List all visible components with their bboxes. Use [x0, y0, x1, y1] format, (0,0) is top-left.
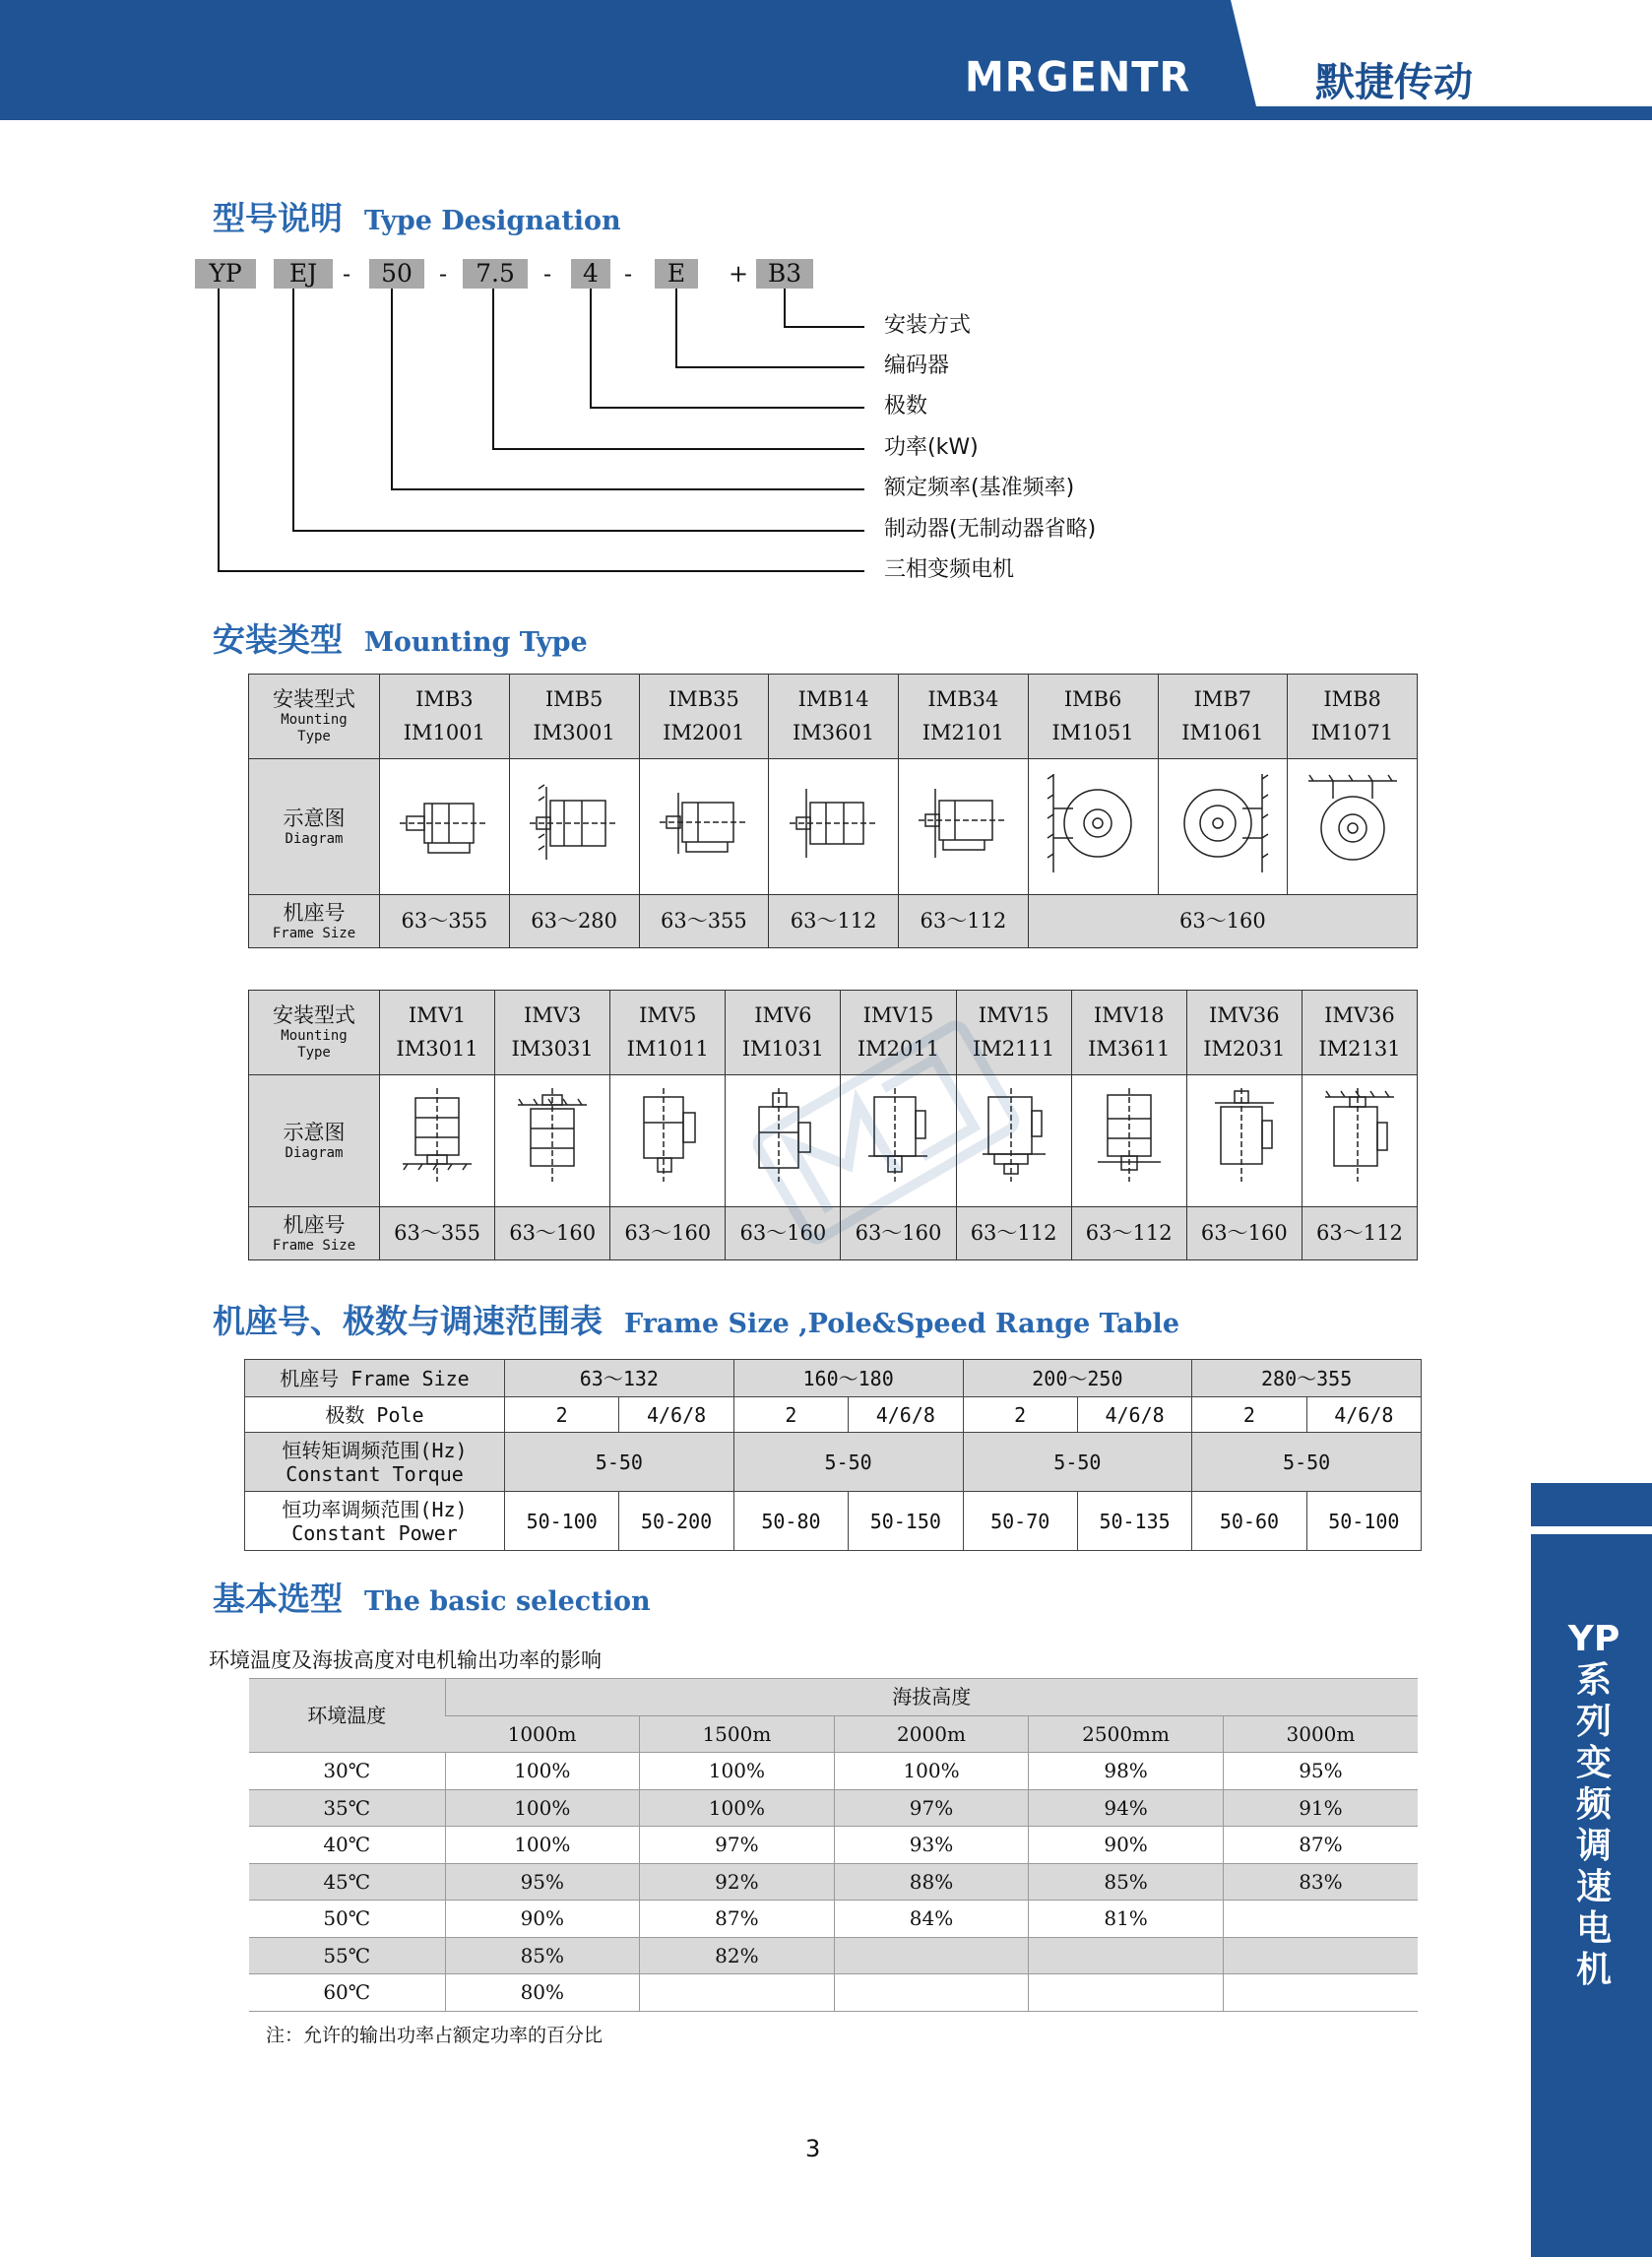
section-title-mounting-type [213, 614, 588, 661]
diagram-vertical-mount [841, 1075, 956, 1207]
value-cell: 100% [445, 1753, 640, 1790]
mount-type-cell: IMV15 IM2111 [956, 991, 1071, 1075]
frame-size-cell: 63～160 [726, 1207, 841, 1260]
diagram-flange-mount [509, 759, 639, 895]
title-en: The basic selection [364, 1586, 651, 1617]
section-title-basic-selection [213, 1574, 651, 1620]
diagram-face-mount [769, 759, 899, 895]
value-cell: 92% [640, 1863, 835, 1901]
torque-range: 5-50 [1192, 1433, 1422, 1492]
diagram-vertical-mount [956, 1075, 1071, 1207]
table-row [249, 1974, 1418, 2012]
diagram-wall-mount [1028, 759, 1158, 895]
altitude-col: 2000m [834, 1715, 1029, 1753]
value-cell: 100% [640, 1753, 835, 1790]
code-box: 7.5 [463, 259, 528, 289]
diagram-vertical-mount [726, 1075, 841, 1207]
header-pole: 极数 Pole [245, 1397, 505, 1433]
mount-type-cell: IMB6 IM1051 [1028, 675, 1158, 759]
pole-cell: 2 [1192, 1397, 1306, 1433]
frame-size-cell: 63～355 [380, 1207, 495, 1260]
frame-size-cell: 63～112 [899, 895, 1029, 948]
table-row [249, 1863, 1418, 1901]
mount-type-cell: IMV18 IM3611 [1071, 991, 1186, 1075]
temp-cell: 30℃ [249, 1753, 445, 1790]
mount-type-cell: IMV6 IM1031 [726, 991, 841, 1075]
diagram-foot-face-mount [899, 759, 1029, 895]
value-cell: 90% [1029, 1827, 1224, 1864]
value-cell: 88% [834, 1863, 1029, 1901]
side-tab-body [1531, 1534, 1652, 2257]
page-number: 3 [805, 2135, 821, 2162]
frame-range: 160～180 [733, 1360, 963, 1397]
mount-type-cell: IMB34 IM2101 [899, 675, 1029, 759]
code-separator: - [439, 260, 448, 288]
torque-range: 5-50 [733, 1433, 963, 1492]
table-row [249, 1753, 1418, 1790]
code-box: EJ [274, 259, 333, 289]
value-cell: 93% [834, 1827, 1029, 1864]
torque-range: 5-50 [963, 1433, 1192, 1492]
designation-label: 额定频率(基准频率) [884, 476, 1075, 500]
value-cell [1223, 1937, 1418, 1974]
value-cell: 98% [1029, 1753, 1224, 1790]
pole-cell: 4/6/8 [1306, 1397, 1421, 1433]
brand-name-cn: 默捷传动 [1315, 60, 1473, 105]
value-cell: 95% [1223, 1753, 1418, 1790]
frame-size-cell: 63～160 [841, 1207, 956, 1260]
title-en: Frame Size ,Pole&Speed Range Table [624, 1309, 1179, 1339]
mounting-table-vertical [248, 990, 1418, 1260]
frame-size-cell: 63～355 [380, 895, 510, 948]
power-range: 50-70 [963, 1492, 1077, 1551]
designation-leader-lines [0, 0, 1652, 591]
value-cell [834, 1937, 1029, 1974]
diagram-vertical-mount [1071, 1075, 1186, 1207]
designation-label: 功率(kW) [884, 435, 979, 460]
title-cn: 安装类型 [213, 620, 343, 659]
section-title-frame-table [213, 1296, 1179, 1342]
mount-type-cell: IMV36 IM2031 [1186, 991, 1302, 1075]
row-label-type: 安装型式 Mounting Type [249, 991, 380, 1075]
designation-label: 安装方式 [884, 313, 972, 338]
mount-type-cell: IMV5 IM1011 [610, 991, 726, 1075]
title-cn: 机座号、极数与调速范围表 [213, 1302, 603, 1340]
diagram-vertical-mount [380, 1075, 495, 1207]
temp-cell: 45℃ [249, 1863, 445, 1901]
designation-label: 制动器(无制动器省略) [884, 517, 1097, 542]
diagram-vertical-mount [1302, 1075, 1417, 1207]
frame-range: 63～132 [505, 1360, 734, 1397]
value-cell: 97% [640, 1827, 835, 1864]
mount-type-cell: IMV1 IM3011 [380, 991, 495, 1075]
temp-cell: 35℃ [249, 1789, 445, 1827]
code-box: 4 [571, 259, 610, 289]
frame-range: 200～250 [963, 1360, 1192, 1397]
power-range: 50-100 [505, 1492, 619, 1551]
value-cell: 91% [1223, 1789, 1418, 1827]
table-row [249, 1937, 1418, 1974]
side-tab [1531, 1483, 1652, 2257]
mount-type-cell: IMB14 IM3601 [769, 675, 899, 759]
altitude-col: 1500m [640, 1715, 835, 1753]
frame-size-cell: 63～112 [956, 1207, 1071, 1260]
brand-logo: MRGENTR [965, 53, 1191, 102]
header-constant-torque: 恒转矩调频范围(Hz) Constant Torque [245, 1433, 505, 1492]
power-range: 50-80 [733, 1492, 848, 1551]
designation-label: 编码器 [884, 354, 950, 378]
value-cell [640, 1974, 835, 2012]
value-cell [1029, 1974, 1224, 2012]
code-separator: - [343, 260, 351, 288]
table-row [249, 1789, 1418, 1827]
value-cell [834, 1974, 1029, 2012]
value-cell: 80% [445, 1974, 640, 2012]
altitude-col: 3000m [1223, 1715, 1418, 1753]
value-cell: 85% [445, 1937, 640, 1974]
code-separator: - [624, 260, 633, 288]
frame-size-cell: 63～112 [769, 895, 899, 948]
code-box: E [655, 259, 698, 289]
designation-label: 极数 [884, 394, 928, 419]
code-box: YP [195, 259, 256, 289]
frame-range: 280～355 [1192, 1360, 1422, 1397]
value-cell: 85% [1029, 1863, 1224, 1901]
diagram-vertical-mount [495, 1075, 610, 1207]
designation-label: 三相变频电机 [884, 557, 1015, 582]
value-cell: 100% [834, 1753, 1029, 1790]
temp-cell: 50℃ [249, 1901, 445, 1938]
value-cell [1223, 1901, 1418, 1938]
power-range: 50-150 [849, 1492, 963, 1551]
value-cell [1223, 1974, 1418, 2012]
mount-type-cell: IMV15 IM2011 [841, 991, 956, 1075]
power-range: 50-200 [619, 1492, 733, 1551]
value-cell: 100% [445, 1827, 640, 1864]
header-frame-size: 机座号 Frame Size [245, 1360, 505, 1397]
frame-size-cell: 63～112 [1302, 1207, 1417, 1260]
value-cell: 97% [834, 1789, 1029, 1827]
value-cell: 87% [1223, 1827, 1418, 1864]
table-row [249, 1827, 1418, 1864]
value-cell: 83% [1223, 1863, 1418, 1901]
pole-cell: 2 [505, 1397, 619, 1433]
title-en: Mounting Type [364, 627, 588, 658]
frame-size-cell: 63～355 [639, 895, 769, 948]
value-cell: 90% [445, 1901, 640, 1938]
mount-type-cell: IMB5 IM3001 [509, 675, 639, 759]
code-box: 50 [369, 259, 424, 289]
diagram-foot-mount [380, 759, 510, 895]
frame-size-cell: 63～160 [610, 1207, 726, 1260]
diagram-foot-flange-mount [639, 759, 769, 895]
temp-cell: 40℃ [249, 1827, 445, 1864]
power-range: 50-100 [1306, 1492, 1421, 1551]
power-range: 50-60 [1192, 1492, 1306, 1551]
diagram-ceiling-mount [1288, 759, 1418, 895]
frame-size-cell: 63～280 [509, 895, 639, 948]
mount-type-cell: IMB7 IM1061 [1158, 675, 1288, 759]
row-label-frame: 机座号 Frame Size [249, 1207, 380, 1260]
diagram-vertical-mount [610, 1075, 726, 1207]
row-label-type: 安装型式 Mounting Type [249, 675, 380, 759]
table-row [249, 1901, 1418, 1938]
pole-cell: 4/6/8 [849, 1397, 963, 1433]
altitude-col: 2500mm [1029, 1715, 1224, 1753]
row-label-frame: 机座号 Frame Size [249, 895, 380, 948]
mount-type-cell: IMV36 IM2131 [1302, 991, 1417, 1075]
code-box: B3 [756, 259, 813, 289]
frame-size-cell: 63～160 [1186, 1207, 1302, 1260]
derating-table [249, 1678, 1418, 2012]
mount-type-cell: IMB35 IM2001 [639, 675, 769, 759]
diagram-wall-mount [1158, 759, 1288, 895]
header-temperature: 环境温度 [249, 1679, 445, 1753]
mount-type-cell: IMV3 IM3031 [495, 991, 610, 1075]
row-label-diagram: 示意图 Diagram [249, 1075, 380, 1207]
table-note: 注：允许的输出功率占额定功率的百分比 [266, 2025, 604, 2046]
frame-size-cell: 63～160 [495, 1207, 610, 1260]
power-range: 50-135 [1077, 1492, 1191, 1551]
mount-type-cell: IMB3 IM1001 [380, 675, 510, 759]
value-cell: 95% [445, 1863, 640, 1901]
pole-cell: 2 [963, 1397, 1077, 1433]
code-separator: + [729, 260, 749, 288]
temp-cell: 60℃ [249, 1974, 445, 2012]
side-tab-label: YP系列变频调速电机 [1567, 1619, 1620, 1990]
code-separator: - [543, 260, 552, 288]
value-cell: 94% [1029, 1789, 1224, 1827]
header-constant-power: 恒功率调频范围(Hz) Constant Power [245, 1492, 505, 1551]
value-cell [1029, 1937, 1224, 1974]
altitude-col: 1000m [445, 1715, 640, 1753]
value-cell: 81% [1029, 1901, 1224, 1938]
mounting-table-horizontal [248, 674, 1418, 948]
row-label-diagram: 示意图 Diagram [249, 759, 380, 895]
frame-size-cell: 63～160 [1028, 895, 1417, 948]
torque-range: 5-50 [505, 1433, 734, 1492]
mount-type-cell: IMB8 IM1071 [1288, 675, 1418, 759]
frame-size-cell: 63～112 [1071, 1207, 1186, 1260]
basic-subtitle: 环境温度及海拔高度对电机输出功率的影响 [209, 1648, 602, 1672]
title-cn: 型号说明 [213, 199, 343, 237]
temp-cell: 55℃ [249, 1937, 445, 1974]
header-altitude: 海拔高度 [445, 1679, 1418, 1716]
pole-cell: 4/6/8 [1077, 1397, 1191, 1433]
pole-cell: 2 [733, 1397, 848, 1433]
value-cell: 84% [834, 1901, 1029, 1938]
value-cell: 87% [640, 1901, 835, 1938]
pole-cell: 4/6/8 [619, 1397, 733, 1433]
value-cell: 100% [640, 1789, 835, 1827]
value-cell: 100% [445, 1789, 640, 1827]
title-cn: 基本选型 [213, 1580, 343, 1618]
frame-pole-speed-table [244, 1359, 1422, 1551]
side-tab-cap [1531, 1483, 1652, 1526]
title-en: Type Designation [364, 206, 621, 236]
value-cell: 82% [640, 1937, 835, 1974]
diagram-vertical-mount [1186, 1075, 1302, 1207]
